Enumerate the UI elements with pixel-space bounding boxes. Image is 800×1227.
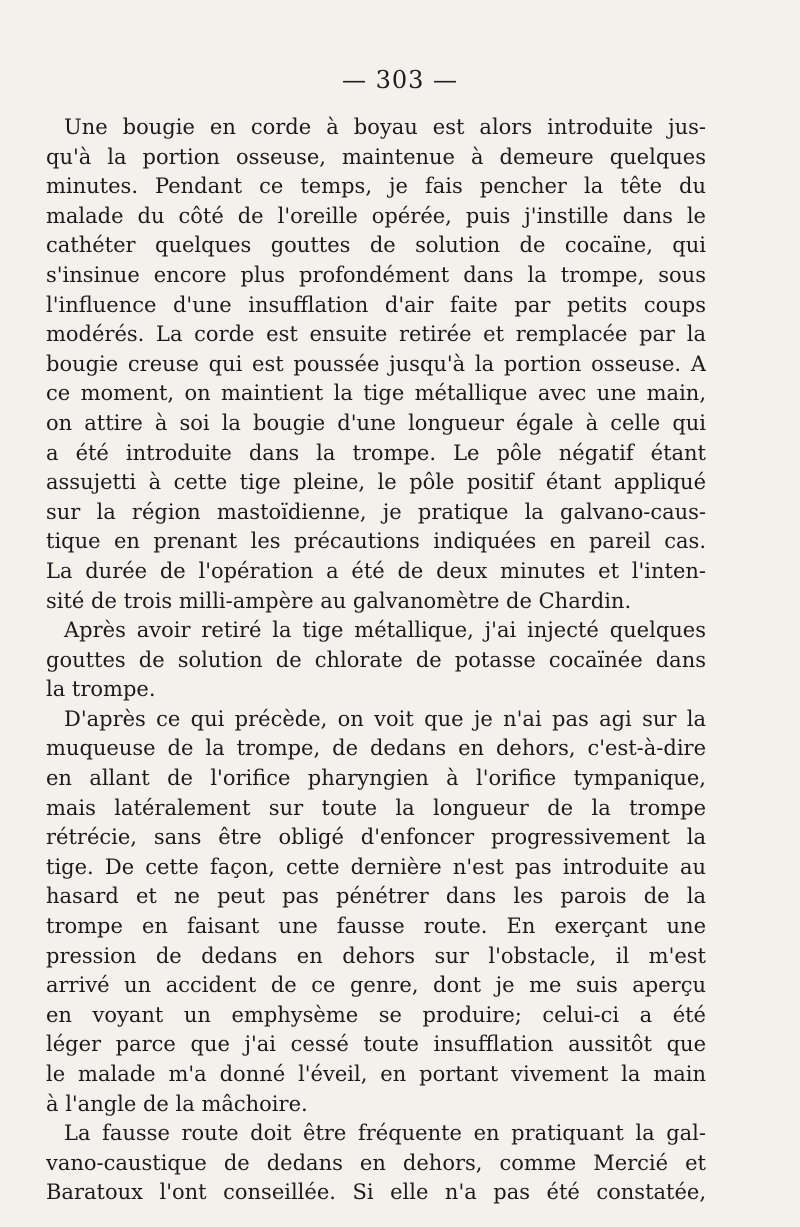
text-line: on attire à soi la bougie d'une longueur égale à celle qui xyxy=(46,410,706,435)
text-line: Baratoux l'ont conseillée. Si elle n'a pas été constatée, xyxy=(46,1180,706,1205)
text-line: vano-caustique de dedans en dehors, comme Mercié et xyxy=(46,1150,706,1175)
text-line: gouttes de solution de chlorate de potasse cocaïnée dans xyxy=(46,647,706,672)
text-line: tige. De cette façon, cette dernière n'est pas introduite au xyxy=(46,854,706,879)
text-line: mais latéralement sur toute la longueur de la trompe xyxy=(46,795,706,820)
text-line: a été introduite dans la trompe. Le pôle négatif étant xyxy=(46,440,706,465)
text-line: en allant de l'orifice pharyngien à l'orifice tympanique, xyxy=(46,766,706,791)
text-line: arrivé un accident de ce genre, dont je me suis aperçu xyxy=(46,973,706,998)
text-line: trompe en faisant une fausse route. En exerçant une xyxy=(46,914,706,939)
text-line: la trompe. xyxy=(46,677,156,702)
text-line: assujetti à cette tige pleine, le pôle positif étant appliqué xyxy=(46,470,706,495)
page-number: — 303 — xyxy=(341,66,459,94)
text-line: léger parce que j'ai cessé toute insufflation aussitôt que xyxy=(46,1032,706,1057)
text-line: hasard et ne peut pas pénétrer dans les parois de la xyxy=(46,884,706,909)
text-line: en voyant un emphysème se produire; celui-ci a été xyxy=(46,1002,706,1027)
text-line: ce moment, on maintient la tige métallique avec une main, xyxy=(46,381,706,406)
body-text xyxy=(46,113,706,1208)
text-line: minutes. Pendant ce temps, je fais pencher la tête du xyxy=(46,174,706,199)
text-line: cathéter quelques gouttes de solution de cocaïne, qui xyxy=(46,233,706,258)
text-line: tique en prenant les précautions indiquées en pareil cas. xyxy=(46,529,706,554)
text-line: pression de dedans en dehors sur l'obstacle, il m'est xyxy=(46,943,706,968)
text-line: s'insinue encore plus profondément dans la trompe, sous xyxy=(46,262,706,287)
text-line: sur la région mastoïdienne, je pratique la galvano-caus- xyxy=(46,499,706,524)
text-line: muqueuse de la trompe, de dedans en dehors, c'est-à-dire xyxy=(46,736,706,761)
text-line: qu'à la portion osseuse, maintenue à demeure quelques xyxy=(46,144,706,169)
text-line: sité de trois milli-ampère au galvanomètre de Chardin. xyxy=(46,588,632,613)
text-line: bougie creuse qui est poussée jusqu'à la portion osseuse. A xyxy=(46,351,706,376)
text-line: à l'angle de la mâchoire. xyxy=(46,1091,308,1116)
text-line: le malade m'a donné l'éveil, en portant vivement la main xyxy=(46,1062,706,1086)
text-line: Une bougie en corde à boyau est alors introduite jus- xyxy=(64,115,706,139)
text-line: Après avoir retiré la tige métallique, j'ai injecté quelques xyxy=(64,618,706,643)
text-line: La fausse route doit être fréquente en pratiquant la gal- xyxy=(64,1121,706,1146)
text-line: La durée de l'opération a été de deux minutes et l'inten- xyxy=(46,558,706,583)
text-line: modérés. La corde est ensuite retirée et remplacée par la xyxy=(46,322,706,347)
text-line: rétrécie, sans être obligé d'enfoncer progressivement la xyxy=(46,825,706,850)
text-line: l'influence d'une insufflation d'air faite par petits coups xyxy=(46,292,706,317)
text-line: D'après ce qui précède, on voit que je n'ai pas agi sur la xyxy=(64,706,706,731)
text-line: malade du côté de l'oreille opérée, puis j'instille dans le xyxy=(46,203,706,228)
